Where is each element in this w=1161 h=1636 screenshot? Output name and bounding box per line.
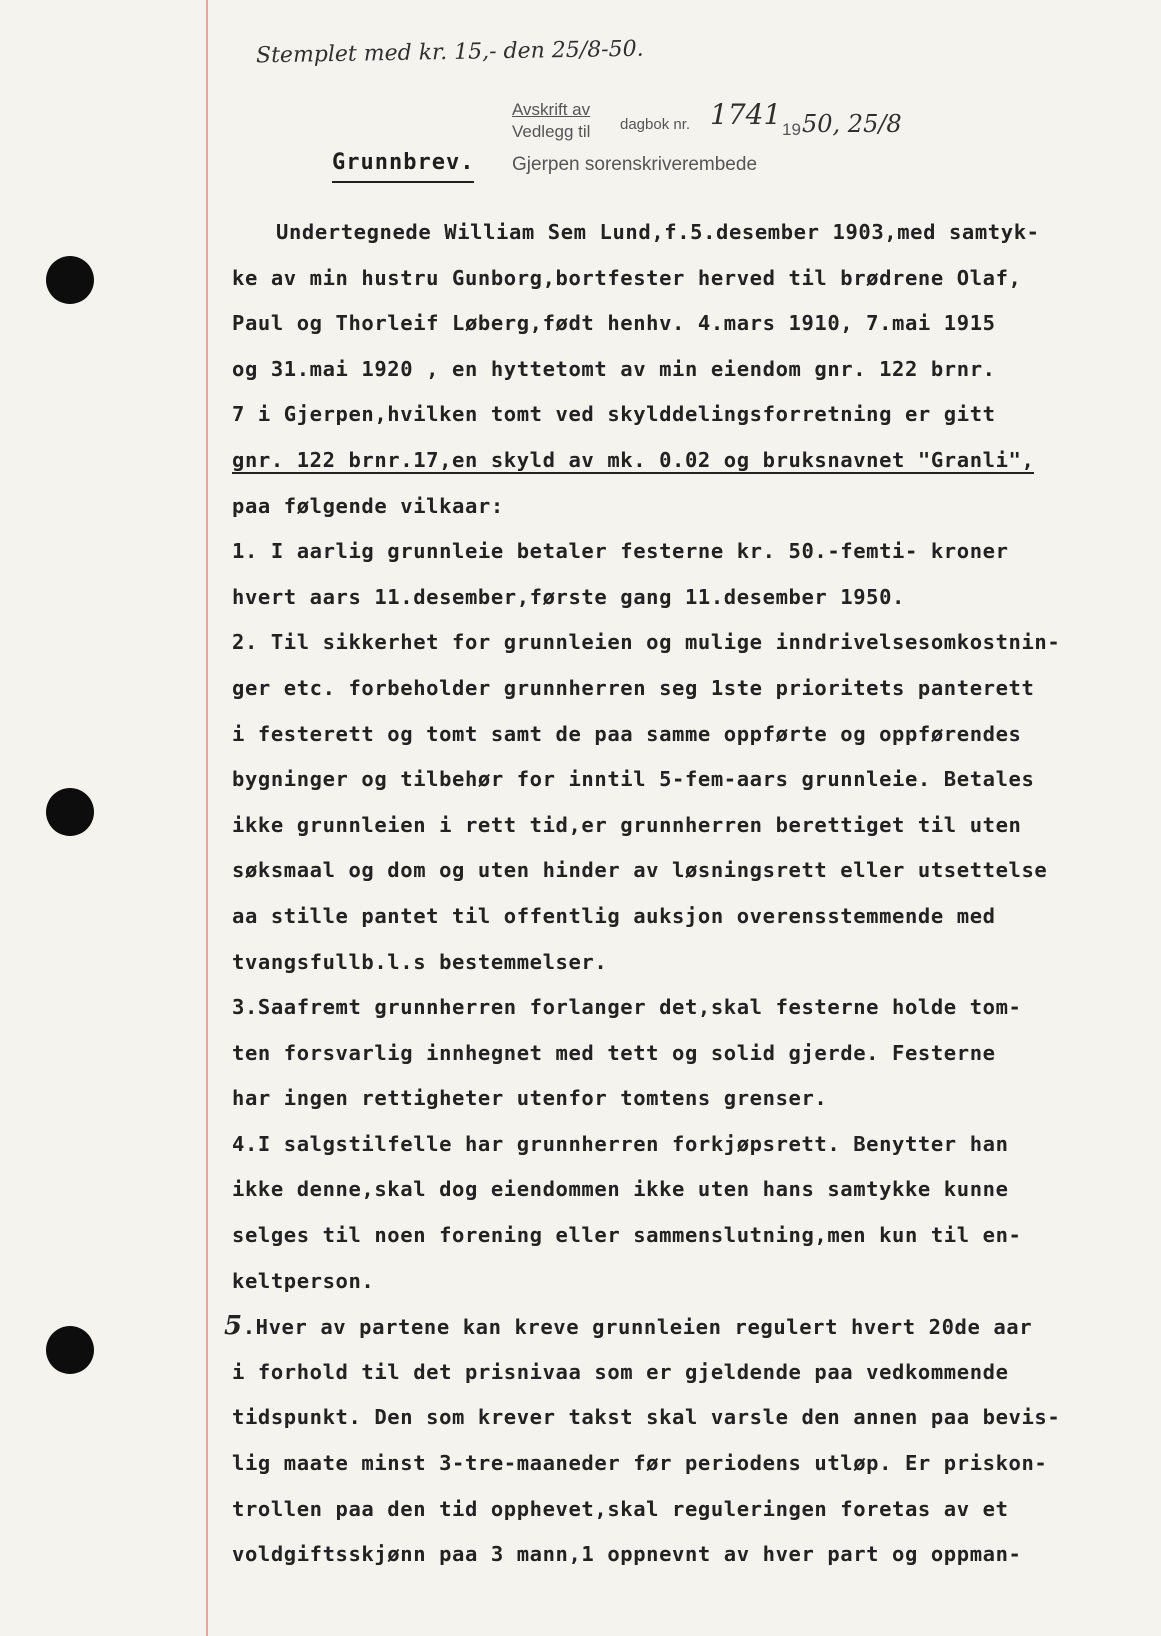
text-line-underlined [232, 438, 1112, 484]
text-line: hvert aars 11.desember,første gang 11.desember 1950. [232, 584, 905, 609]
margin-rule [206, 0, 208, 1636]
text-line: Undertegnede William Sem Lund,f.5.desember 1903,med samtyk- [276, 220, 1040, 244]
document-title: Grunnbrev. [332, 150, 474, 183]
handwritten-number-5: 5 [224, 1311, 243, 1342]
text-line: ke av min hustru Gunborg,bortfester herved til brødrene Olaf, [232, 265, 1022, 290]
stamp-dagbok-number: 1741 [710, 98, 782, 131]
stamp-line-2: Vedlegg til [512, 122, 591, 141]
text-line: har ingen rettigheter utenfor tomtens grenser. [232, 1086, 828, 1111]
text-line: tvangsfullb.l.s bestemmelser. [232, 949, 608, 974]
text-line: voldgiftsskjønn paa 3 mann,1 oppnevnt av hver part og oppman- [232, 1542, 1022, 1567]
stamp-office: Gjerpen sorenskriverembede [512, 154, 758, 175]
punch-hole [46, 788, 94, 836]
text-line: 7 i Gjerpen,hvilken tomt ved skylddelingsforretning er gitt [232, 402, 996, 427]
stamp-dagbok-label: dagbok nr. [620, 116, 691, 133]
text-line: paa følgende vilkaar: [232, 493, 504, 518]
text-line: tidspunkt. Den som krever takst skal varsle den annen paa bevis- [232, 1405, 1061, 1430]
body-text [224, 210, 1112, 1578]
stamp-line-1: Avskrift av [512, 100, 591, 119]
text-line: selges til noen forening eller sammenslutning,men kun til en- [232, 1223, 1022, 1248]
text-line: ten forsvarlig innhegnet med tett og solid gjerde. Festerne [232, 1040, 996, 1065]
text-line: keltperson. [232, 1268, 375, 1293]
stamp-year-handwritten: 50, 25/8 [802, 110, 902, 138]
text-line: søksmaal og dom og uten hinder av løsningsrett eller utsettelse [232, 858, 1048, 883]
text-line: og 31.mai 1920 , en hyttetomt av min eiendom gnr. 122 brnr. [232, 356, 996, 381]
text-line: Paul og Thorleif Løberg,født henhv. 4.mars 1910, 7.mai 1915 [232, 311, 996, 336]
text-line: ikke grunnleien i rett tid,er grunnherren berettiget til uten [232, 812, 1022, 837]
underlined-text: gnr. 122 brnr.17,en skyld av mk. 0.02 og bruksnavnet "Granli", [232, 447, 1035, 472]
punch-hole [46, 256, 94, 304]
text-line-paragraph-5-text: .Hver av partene kan kreve grunnleien regulert hvert 20de aar [242, 1315, 1033, 1340]
text-line: 3.Saafremt grunnherren forlanger det,skal festerne holde tom- [232, 995, 1022, 1020]
text-line: bygninger og tilbehør for inntil 5-fem-aars grunnleie. Betales [232, 767, 1035, 792]
stamp-year-prefix: 19 [782, 120, 801, 139]
text-line: i festerett og tomt samt de paa samme oppførte og oppførendes [232, 721, 1022, 746]
text-line: 2. Til sikkerhet for grunnleien og mulige inndrivelsesomkostnin- [232, 630, 1061, 655]
text-line: aa stille pantet til offentlig auksjon overensstemmende med [232, 903, 996, 928]
punch-hole [46, 1326, 94, 1374]
text-line-paragraph-5 [224, 1304, 1112, 1350]
text-line: 4.I salgstilfelle har grunnherren forkjøpsrett. Benytter han [232, 1131, 1009, 1156]
text-line: 1. I aarlig grunnleie betaler festerne kr. 50.-femti- kroner [232, 539, 1009, 564]
text-line: ikke denne,skal dog eiendommen ikke uten hans samtykke kunne [232, 1177, 1009, 1202]
text-line: i forhold til det prisnivaa som er gjeldende paa vedkommende [232, 1359, 1009, 1384]
text-line: trollen paa den tid opphevet,skal reguleringen foretas av et [232, 1496, 1009, 1521]
text-line: lig maate minst 3-tre-maaneder før periodens utløp. Er priskon- [232, 1451, 1048, 1476]
text-line: ger etc. forbeholder grunnherren seg 1ste prioritets panterett [232, 675, 1035, 700]
handwritten-stamp-note: Stemplet med kr. 15,- den 25/8-50. [255, 36, 644, 69]
